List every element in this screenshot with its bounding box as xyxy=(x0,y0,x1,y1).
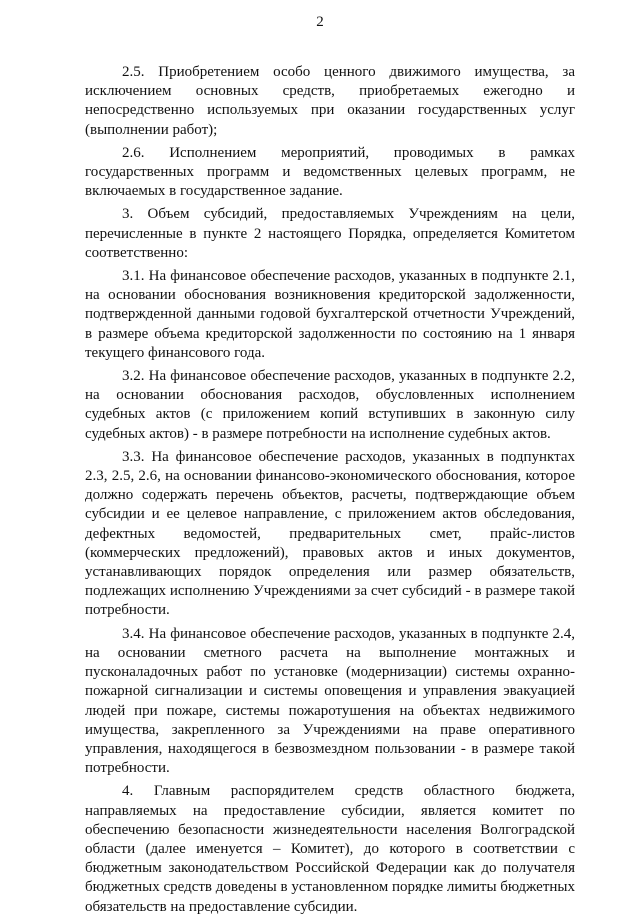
document-body xyxy=(85,63,575,921)
paragraph-3-2: 3.2. На финансовое обеспечение расходов, указанных в подпункте 2.2, на основании обоснования расходов, обусловленных исполнением судебных актов (с приложением копий вступивших в законную силу судебных актов) - в размере потребности на исполнение судебных актов. xyxy=(85,368,575,442)
page-number: 2 xyxy=(316,14,324,30)
paragraph-2-6: 2.6. Исполнением мероприятий, проводимых в рамках государственных программ и ведомственных целевых программ, не включаемых в государственное задание. xyxy=(85,144,575,200)
paragraph-3-4: 3.4. На финансовое обеспечение расходов, указанных в подпункте 2.4, на основании сметного расчета на выполнение монтажных и пусконаладочных работ по установке (модернизации) системы охранно-пожарной сигнализации и системы оповещения и управления эвакуацией людей при пожаре, системы пожаротушения на объектах недвижимого имущества, закрепленного за Учреждениями на праве оперативного управления, находящегося в безвозмездном пользовании - в размере такой потребности. xyxy=(85,625,575,777)
paragraph-2-5: 2.5. Приобретением особо ценного движимого имущества, за исключением основных средств, приобретаемых ежегодно и непосредственно используемых при оказании государственных услуг (выполнении работ); xyxy=(85,64,575,138)
paragraph-3: 3. Объем субсидий, предоставляемых Учреждениям на цели, перечисленные в пункте 2 настоящего Порядка, определяется Комитетом соответственно: xyxy=(85,206,575,261)
paragraph-4: 4. Главным распорядителем средств областного бюджета, направляемых на предоставление субсидии, является комитет по обеспечению безопасности жизнедеятельности населения Волгоградской области (далее именуется – Комитет), до которого в соответствии с бюджетным законодательством Российской Федерации как до получателя бюджетных средств доведены в установленном порядке лимиты бюджетных обязательств на предоставление субсидии. xyxy=(85,783,575,915)
paragraph-3-3: 3.3. На финансовое обеспечение расходов, указанных в подпунктах 2.3, 2.5, 2.6, на основании финансово-экономического обоснования, которое должно содержать перечень объектов, расчеты, подтверждающие объем субсидии и ее целевое направление, с приложением актов обследования, дефектных ведомостей, предварительных смет, прайс-листов (коммерческих предложений), правовых актов и иных документов, устанавливающих порядок определения или размер обязательств, подлежащих исполнению Учреждениями за счет субсидий - в размере такой потребности. xyxy=(85,448,575,619)
paragraph-3-1: 3.1. На финансовое обеспечение расходов, указанных в подпункте 2.1, на основании обоснования возникновения кредиторской задолженности, подтвержденной данными годовой бухгалтерской отчетности Учреждений, в размере объема кредиторской задолженности по состоянию на 1 января текущего финансового года. xyxy=(85,268,575,361)
